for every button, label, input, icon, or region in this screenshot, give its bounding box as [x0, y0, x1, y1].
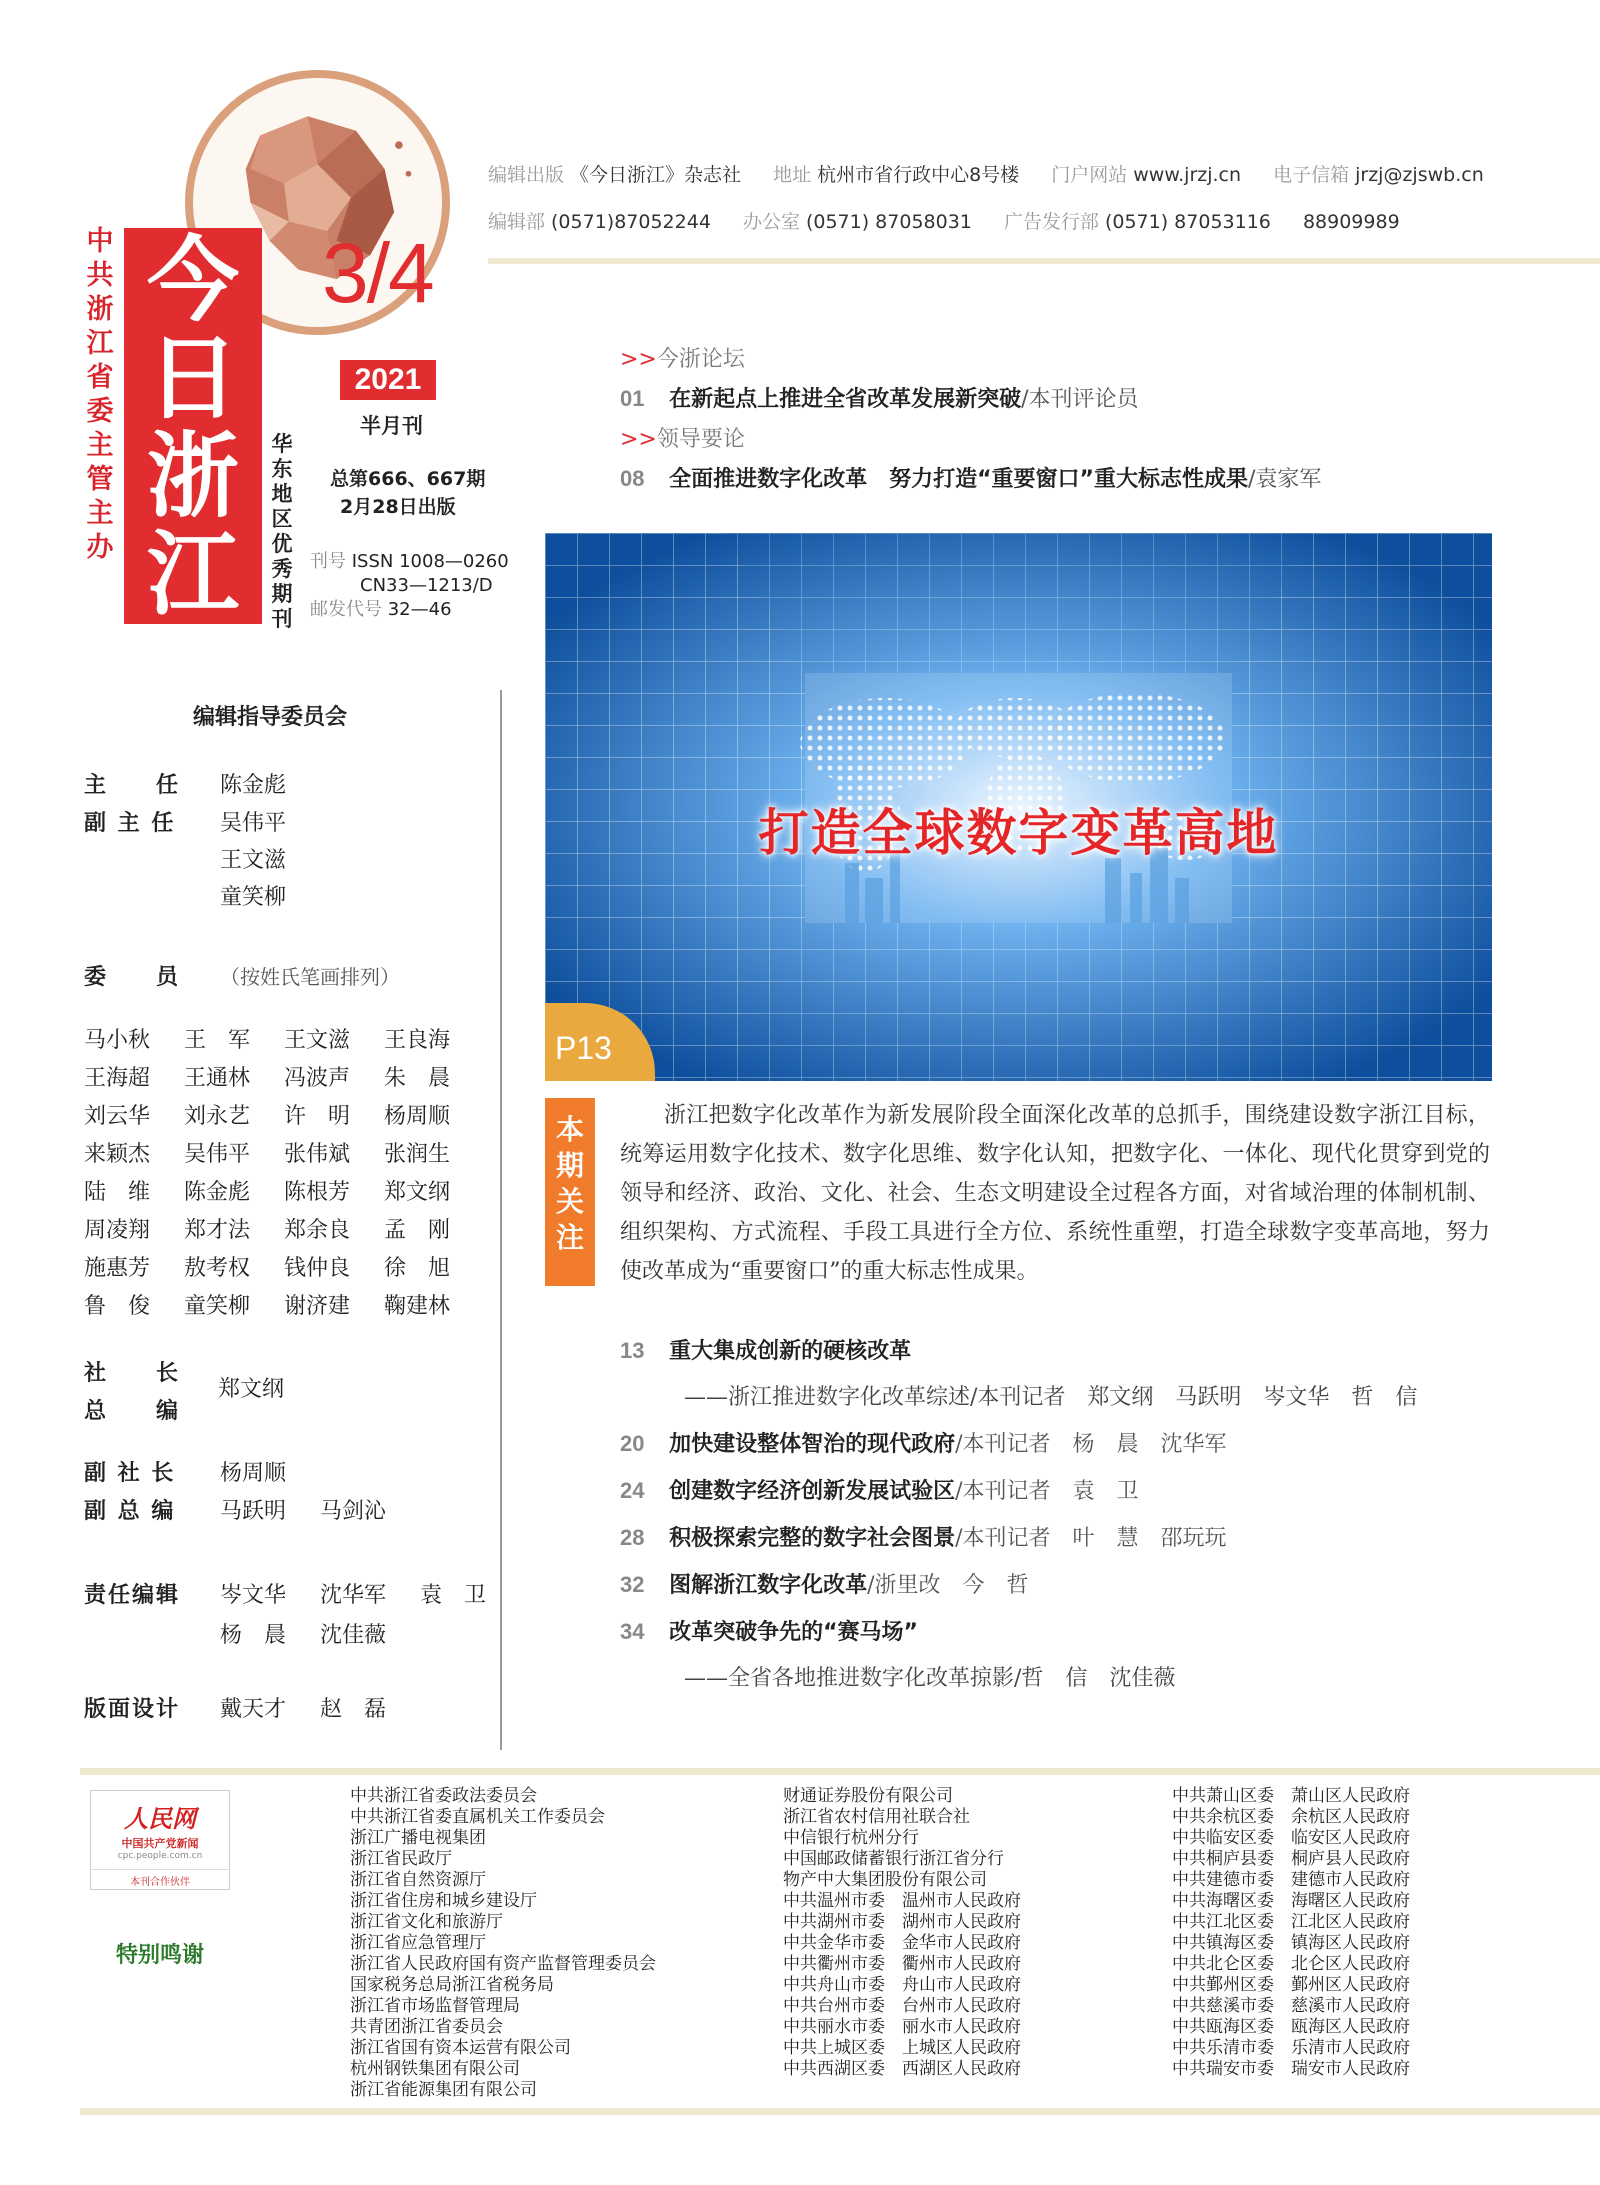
sponsor-item: 中共镇海区委 镇海区人民政府 — [1172, 1933, 1410, 1953]
toc-subtitle: ——全省各地推进数字化改革掠影/哲 信 沈佳薇 — [684, 1666, 1176, 1691]
sponsor-item: 中共台州市委 台州市人民政府 — [783, 1996, 1021, 2016]
sponsors-divider-bottom — [80, 2108, 1600, 2115]
sponsor-item: 共青团浙江省委员会 — [350, 2017, 503, 2037]
sponsor-item: 浙江广播电视集团 — [350, 1828, 486, 1848]
member-name: 鞠建林 — [384, 1294, 451, 1319]
logo-subtitle: 中国共产党新闻 — [121, 1837, 199, 1850]
members-heading — [84, 960, 400, 991]
page-marker: P13 — [545, 1003, 655, 1081]
member-name: 童笑柳 — [184, 1294, 251, 1319]
director-row — [84, 768, 286, 799]
sponsor-item: 浙江省能源集团有限公司 — [350, 2080, 537, 2100]
members-row — [84, 1212, 484, 1250]
toc-author: /本刊记者 杨 晨 沈华军 — [955, 1432, 1227, 1457]
toc-page-number: 08 — [620, 466, 645, 491]
focus-summary: 浙江把数字化改革作为新发展阶段全面深化改革的总抓手，围绕建设数字浙江目标，统筹运用数字化技术、数字化思维、数字化认知，把数字化、一体化、现代化贯穿到党的领导和经济、政治、文化、社会、生态文明建设全过程各方面，对省域治理的体制机制、组织架构、方式流程、手段工具进行全方位、系统性重塑，打造全球数字变革高地，努力使改革成为“重要窗口”的重大标志性成果。 — [620, 1103, 1490, 1284]
editor-name: 沈华军 — [320, 1583, 387, 1608]
member-name: 徐 旭 — [384, 1256, 451, 1281]
ads-phone-2: 88909989 — [1302, 211, 1400, 233]
member-name: 陆 维 — [84, 1180, 151, 1205]
sponsor-item: 国家税务总局浙江省税务局 — [350, 1975, 554, 1995]
member-name: 许 明 — [284, 1104, 351, 1129]
toc-author: /本刊记者 叶 慧 邵玩玩 — [955, 1526, 1227, 1551]
title-char: 浙 — [146, 422, 239, 530]
members-row — [84, 1022, 484, 1060]
sponsor-item: 中共江北区委 江北区人民政府 — [1172, 1912, 1410, 1932]
designer-name: 戴天才 — [220, 1697, 287, 1722]
member-name: 周凌翔 — [84, 1218, 151, 1243]
members-row — [84, 1250, 484, 1288]
members-row — [84, 1288, 484, 1326]
sponsor-item: 浙江省农村信用社联合社 — [783, 1807, 970, 1827]
member-name: 鲁 俊 — [84, 1294, 151, 1319]
director-label: 主 任 — [84, 773, 181, 798]
vice-chief-label: 副 总 编 — [84, 1499, 176, 1524]
sponsor-item: 中共慈溪市委 慈溪市人民政府 — [1172, 1996, 1410, 2016]
magazine-title-block — [124, 226, 262, 628]
ads-phone: (0571) 87053116 — [1104, 211, 1271, 233]
toc-title: 改革突破争先的“赛马场” — [669, 1620, 919, 1645]
sponsor-item: 中共舟山市委 舟山市人民政府 — [783, 1975, 1021, 1995]
member-name: 张伟斌 — [284, 1142, 351, 1167]
toc-item[interactable] — [620, 1334, 911, 1365]
editors-row-2 — [220, 1618, 420, 1649]
publisher-value: 《今日浙江》杂志社 — [570, 164, 742, 186]
member-name: 郑余良 — [284, 1218, 351, 1243]
toc-title: 重大集成创新的硬核改革 — [669, 1339, 912, 1364]
member-name: 杨周顺 — [384, 1104, 451, 1129]
sponsor-item: 中国邮政储蓄银行浙江省分行 — [783, 1849, 1004, 1869]
sponsor-item: 中共萧山区委 萧山区人民政府 — [1172, 1786, 1410, 1806]
sponsor-item: 中共浙江省委直属机关工作委员会 — [350, 1807, 605, 1827]
toc-page-number: 32 — [620, 1572, 645, 1597]
members-row — [84, 1098, 484, 1136]
editorial-phone: (0571)87052244 — [551, 211, 711, 233]
website-label: 门户网站 — [1051, 164, 1128, 186]
sponsor-item: 中共余杭区委 余杭区人民政府 — [1172, 1807, 1410, 1827]
members-row — [84, 1136, 484, 1174]
toc-item[interactable] — [620, 1568, 1029, 1599]
frequency-label: 半月刊 — [360, 414, 423, 438]
member-name: 郑才法 — [184, 1218, 251, 1243]
member-name: 王文滋 — [284, 1028, 351, 1053]
postal-value: 32—46 — [387, 599, 452, 620]
toc-title: 创建数字经济创新发展试验区 — [669, 1479, 956, 1504]
sponsor-item: 中共衢州市委 衢州市人民政府 — [783, 1954, 1021, 1974]
issn-value: ISSN 1008—0260 — [351, 551, 509, 572]
toc-subtitle: ——浙江推进数字化改革综述/本刊记者 郑文纲 马跃明 岑文华 哲 信 — [684, 1385, 1418, 1410]
sponsor-item: 中共瓯海区委 瓯海区人民政府 — [1172, 2017, 1410, 2037]
section-title: 领导要论 — [656, 427, 745, 452]
president-label: 社 长 — [84, 1361, 181, 1386]
total-issue: 总第666、667期 — [330, 468, 486, 490]
award-label: 华东地区优秀期刊 — [271, 432, 293, 631]
member-name: 郑文纲 — [384, 1180, 451, 1205]
special-thanks: 特别鸣谢 — [115, 1942, 204, 1968]
email-link[interactable]: jrzj@zjswb.cn — [1355, 164, 1484, 186]
sponsor-item: 中共海曙区委 海曙区人民政府 — [1172, 1891, 1410, 1911]
toc-page-number: 24 — [620, 1478, 645, 1503]
sponsor-item: 浙江省民政厅 — [350, 1849, 452, 1869]
toc-title: 在新起点上推进全省改革发展新突破 — [669, 387, 1022, 412]
logo-url: cpc.people.com.cn — [117, 1851, 203, 1861]
member-name: 马小秋 — [84, 1028, 151, 1053]
sponsor-list-1 — [350, 1786, 656, 2101]
sponsor-item: 中共浙江省委政法委员会 — [350, 1786, 537, 1806]
member-name: 谢济建 — [284, 1294, 351, 1319]
sponsor-item: 浙江省国有资本运营有限公司 — [350, 2038, 571, 2058]
sponsor-item: 中共建德市委 建德市人民政府 — [1172, 1870, 1410, 1890]
member-name: 张润生 — [384, 1142, 451, 1167]
chief-label: 总 编 — [84, 1399, 181, 1424]
sponsor-item: 中共丽水市委 丽水市人民政府 — [783, 2017, 1021, 2037]
vice-chief-name: 马剑沁 — [320, 1499, 387, 1524]
toc-title: 积极探索完整的数字社会图景 — [669, 1526, 956, 1551]
sponsor-item: 中共瑞安市委 瑞安市人民政府 — [1172, 2059, 1410, 2079]
address-label: 地址 — [773, 164, 812, 186]
design-label: 版面设计 — [84, 1697, 181, 1722]
office-phone: (0571) 87058031 — [805, 211, 972, 233]
editor-name: 沈佳薇 — [320, 1623, 387, 1648]
toc-page-number: 01 — [620, 386, 645, 411]
sponsor-item: 浙江省市场监督管理局 — [350, 1996, 520, 2016]
issn-label: 刊号 — [310, 551, 346, 572]
sponsor-item: 中共西湖区委 西湖区人民政府 — [783, 2059, 1021, 2079]
member-name: 刘永艺 — [184, 1104, 251, 1129]
sponsor-item: 浙江省自然资源厅 — [350, 1870, 486, 1890]
members-label: 委 员 — [84, 965, 181, 990]
members-note: （按姓氏笔画排列） — [220, 965, 400, 989]
vice-director-row — [84, 806, 286, 837]
office-label: 办公室 — [742, 211, 800, 233]
sponsor-item: 浙江省应急管理厅 — [350, 1933, 486, 1953]
year-badge: 2021 — [340, 360, 436, 400]
vice-president-label: 副 社 长 — [84, 1461, 176, 1486]
issue-number: 3/4 — [322, 226, 433, 320]
sponsor-item: 中共上城区委 上城区人民政府 — [783, 2038, 1021, 2058]
focus-tag: 本期关注 — [545, 1098, 595, 1286]
vice-director-name: 吴伟平 — [220, 811, 287, 836]
member-name: 陈根芳 — [284, 1180, 351, 1205]
vice-chief-row — [84, 1494, 420, 1525]
vice-director-name: 王文滋 — [220, 848, 287, 873]
partner-logo[interactable] — [90, 1790, 230, 1890]
sponsor-item: 浙江省文化和旅游厅 — [350, 1912, 503, 1932]
toc-item[interactable] — [620, 1521, 1227, 1552]
member-name: 施惠芳 — [84, 1256, 151, 1281]
members-grid — [84, 1022, 484, 1326]
director-name: 陈金彪 — [220, 773, 287, 798]
section-title: 今浙论坛 — [656, 347, 745, 372]
sponsor-item: 中共临安区委 临安区人民政府 — [1172, 1828, 1410, 1848]
toc-section-leaders: >>领导要论 — [620, 427, 745, 452]
address-value: 杭州市省行政中心8号楼 — [817, 164, 1020, 186]
member-name: 陈金彪 — [184, 1180, 251, 1205]
member-name: 吴伟平 — [184, 1142, 251, 1167]
sponsor-item: 浙江省住房和城乡建设厅 — [350, 1891, 537, 1911]
sponsor-item: 中共桐庐县委 桐庐县人民政府 — [1172, 1849, 1410, 1869]
toc-title: 图解浙江数字化改革 — [669, 1573, 868, 1598]
toc-item[interactable] — [620, 462, 1321, 493]
toc-section-forum: >>今浙论坛 — [620, 347, 745, 372]
toc-item[interactable] — [620, 1474, 1139, 1505]
title-char: 日 — [146, 324, 239, 432]
toc-item[interactable] — [620, 1615, 918, 1646]
sponsor-item: 浙江省人民政府国有资产监督管理委员会 — [350, 1954, 656, 1974]
organizer-label: 中共浙江省委主管主办 — [86, 226, 114, 563]
editor-name: 岑文华 — [220, 1583, 287, 1608]
postal-label: 邮发代号 — [310, 599, 382, 620]
ads-label: 广告发行部 — [1003, 211, 1099, 233]
president-name: 郑文纲 — [218, 1377, 285, 1402]
header-divider — [488, 258, 1600, 264]
member-name: 钱仲良 — [284, 1256, 351, 1281]
editors-row — [84, 1578, 520, 1609]
member-name: 来颖杰 — [84, 1142, 151, 1167]
toc-author: /袁家军 — [1248, 467, 1322, 492]
sponsor-item: 财通证券股份有限公司 — [783, 1786, 953, 1806]
logo-partner-label: 本刊合作伙伴 — [91, 1869, 229, 1888]
members-row — [84, 1060, 484, 1098]
sponsor-item: 物产中大集团股份有限公司 — [783, 1870, 987, 1890]
design-row — [84, 1692, 420, 1723]
feature-headline: 打造全球数字变革高地 — [758, 804, 1279, 862]
editor-name: 杨 晨 — [220, 1623, 287, 1648]
member-name: 敖考权 — [184, 1256, 251, 1281]
issn-info — [310, 550, 509, 622]
vice-director-label: 副 主 任 — [84, 811, 176, 836]
contact-line-1 — [488, 160, 1484, 187]
toc-page-number: 20 — [620, 1431, 645, 1456]
toc-author: /浙里改 今 哲 — [867, 1573, 1029, 1598]
issue-info — [330, 465, 485, 521]
sponsors-divider-top — [80, 1768, 1600, 1775]
email-label: 电子信箱 — [1273, 164, 1350, 186]
member-name: 王 军 — [184, 1028, 251, 1053]
contact-line-2 — [488, 207, 1400, 234]
sponsor-item: 中共鄞州区委 鄞州区人民政府 — [1172, 1975, 1410, 1995]
member-name: 王良海 — [384, 1028, 451, 1053]
sponsor-item: 中共温州市委 温州市人民政府 — [783, 1891, 1021, 1911]
publisher-label: 编辑出版 — [488, 164, 565, 186]
toc-page-number: 13 — [620, 1338, 645, 1363]
sponsor-list-3 — [1172, 1786, 1410, 2080]
sponsor-item: 中共北仑区委 北仑区人民政府 — [1172, 1954, 1410, 1974]
toc-author: /本刊记者 袁 卫 — [955, 1479, 1139, 1504]
sponsor-list-2 — [783, 1786, 1021, 2080]
vice-president-row — [84, 1456, 286, 1487]
toc-page-number: 34 — [620, 1619, 645, 1644]
vice-chief-name: 马跃明 — [220, 1499, 287, 1524]
member-name: 朱 晨 — [384, 1066, 451, 1091]
people-daily-logo: 人民网 — [124, 1804, 196, 1833]
sponsor-item: 中共金华市委 金华市人民政府 — [783, 1933, 1021, 1953]
designer-name: 赵 磊 — [320, 1697, 387, 1722]
vice-director-name: 童笑柳 — [220, 885, 287, 910]
toc-title: 加快建设整体智治的现代政府 — [669, 1432, 956, 1457]
member-name: 冯波声 — [284, 1066, 351, 1091]
member-name: 王海超 — [84, 1066, 151, 1091]
sponsor-item: 中共湖州市委 湖州市人民政府 — [783, 1912, 1021, 1932]
members-row — [84, 1174, 484, 1212]
toc-item[interactable] — [620, 1427, 1227, 1458]
member-name: 王通林 — [184, 1066, 251, 1091]
editorial-label: 编辑部 — [488, 211, 546, 233]
toc-page-number: 28 — [620, 1525, 645, 1550]
toc-item[interactable] — [620, 382, 1139, 413]
member-name: 孟 刚 — [384, 1218, 451, 1243]
publish-date: 2月28日出版 — [340, 496, 456, 518]
editors-label: 责任编辑 — [84, 1583, 181, 1608]
feature-image[interactable] — [545, 533, 1492, 1081]
cn-value: CN33—1213/D — [360, 575, 493, 596]
sponsor-item: 中共乐清市委 乐清市人民政府 — [1172, 2038, 1410, 2058]
title-char: 今 — [146, 226, 239, 334]
toc-author: /本刊评论员 — [1021, 387, 1139, 412]
editor-name: 袁 卫 — [420, 1583, 487, 1608]
sponsor-item: 中信银行杭州分行 — [783, 1828, 919, 1848]
sponsor-item: 杭州钢铁集团有限公司 — [350, 2059, 520, 2079]
title-char: 江 — [146, 520, 239, 628]
website-link[interactable]: www.jrzj.cn — [1133, 164, 1242, 186]
toc-title: 全面推进数字化改革 努力打造“重要窗口”重大标志性成果 — [669, 467, 1249, 492]
board-title: 编辑指导委员会 — [192, 705, 347, 730]
member-name: 刘云华 — [84, 1104, 151, 1129]
vice-president-name: 杨周顺 — [220, 1461, 287, 1486]
